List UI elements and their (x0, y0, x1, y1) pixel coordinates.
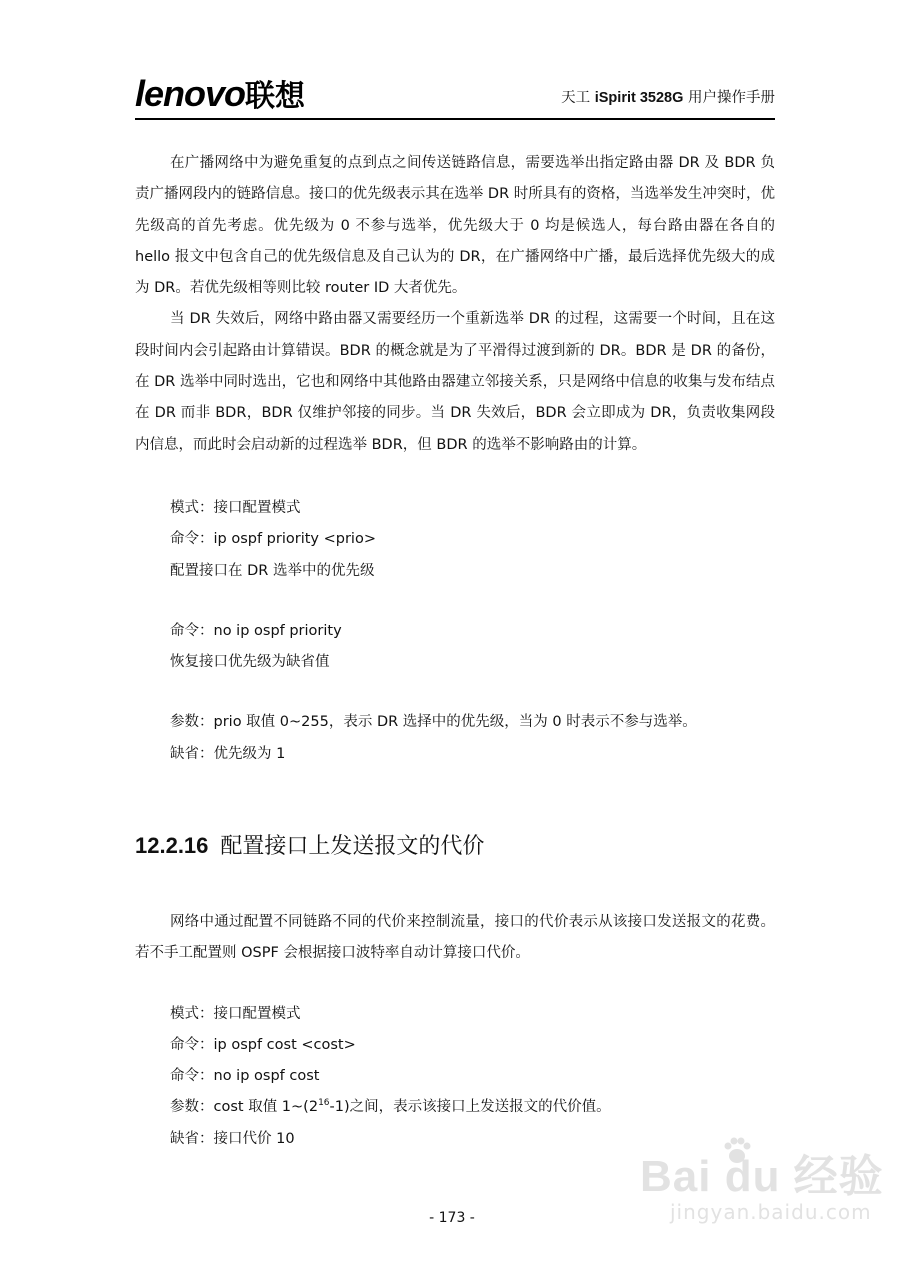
param-suffix: -1)之间，表示该接口上发送报文的代价值。 (329, 1099, 611, 1116)
watermark-main: Bai du 经验 (640, 1152, 884, 1201)
manual-title-prefix: 天工 (561, 90, 595, 106)
page-header (135, 72, 775, 116)
command-line: 命令：no ip ospf priority (170, 622, 342, 639)
param-prefix: 参数：cost 取值 1~(2 (170, 1099, 319, 1116)
section-title: 配置接口上发送报文的代价 (220, 834, 485, 859)
lenovo-logo (135, 74, 305, 117)
command-line: 命令：ip ospf priority <prio> (170, 531, 376, 548)
parameter-line (135, 1092, 775, 1123)
param-exponent: 16 (318, 1098, 330, 1109)
mode-line: 模式：接口配置模式 (170, 1005, 301, 1022)
command-line: 命令：no ip ospf cost (170, 1068, 320, 1085)
paragraph-cost: 网络中通过配置不同链路不同的代价来控制流量，接口的代价表示从该接口发送报文的花费。若不手工配置则 OSPF 会根据接口波特率自动计算接口代价。 (135, 914, 775, 962)
parameter-line: 参数：prio 取值 0~255，表示 DR 选择中的优先级，当为 0 时表示不参与选举。 (170, 714, 697, 731)
manual-title-product: iSpirit 3528G (594, 90, 684, 106)
paragraph-bdr: 当 DR 失效后，网络中路由器又需要经历一个重新选举 DR 的过程，这需要一个时间，且在这段时间内会引起路由计算错误。BDR 的概念就是为了平滑得过渡到新的 DR。BDR 是 DR 的备份，在 DR 选举中同时选出，它也和网络中其他路由器建立邻接关系，只是网络中信息的收集与发布结点在 DR 而非 BDR，BDR 仅维护邻接的同步。当 DR 失效后，BDR 会立即成为 DR，负责收集网段内信息，而此时会启动新的过程选举 BDR，但 BDR 的选举不影响路由的计算。 (135, 311, 775, 453)
manual-title-suffix: 用户操作手册 (683, 90, 775, 106)
header-divider (135, 118, 775, 120)
baidu-jingyan-watermark (640, 1140, 890, 1250)
default-line: 缺省：接口代价 10 (170, 1130, 295, 1147)
mode-line: 模式：接口配置模式 (170, 499, 301, 516)
section-heading (135, 826, 775, 867)
manual-title (561, 86, 775, 107)
section-number: 12.2.16 (135, 833, 209, 858)
command-description: 恢复接口优先级为缺省值 (170, 654, 330, 671)
paragraph-dr-election: 在广播网络中为避免重复的点到点之间传送链路信息，需要选举出指定路由器 DR 及 BDR 负责广播网段内的链路信息。接口的优先级表示其在选举 DR 时所具有的资格，当选举发生冲突时，优先级高的首先考虑。优先级为 0 不参与选举，优先级大于 0 均是候选人，每台路由器在各自的 hello 报文中包含自己的优先级信息及自己认为的 DR，在广播网络中广播，最后选择优先级大的成为 DR。若优先级相等则比较 router ID 大者优先。 (135, 155, 775, 297)
logo-latin: lenovo (135, 73, 246, 114)
default-line: 缺省：优先级为 1 (170, 745, 286, 762)
page-content (135, 148, 775, 770)
page-number: - 173 - (429, 1210, 475, 1226)
command-line: 命令：ip ospf cost <cost> (170, 1036, 356, 1053)
logo-cn: 联想 (245, 80, 306, 113)
command-description: 配置接口在 DR 选举中的优先级 (170, 562, 375, 579)
section-content (135, 826, 775, 1155)
watermark-url: jingyan.baidu.com (670, 1200, 872, 1224)
